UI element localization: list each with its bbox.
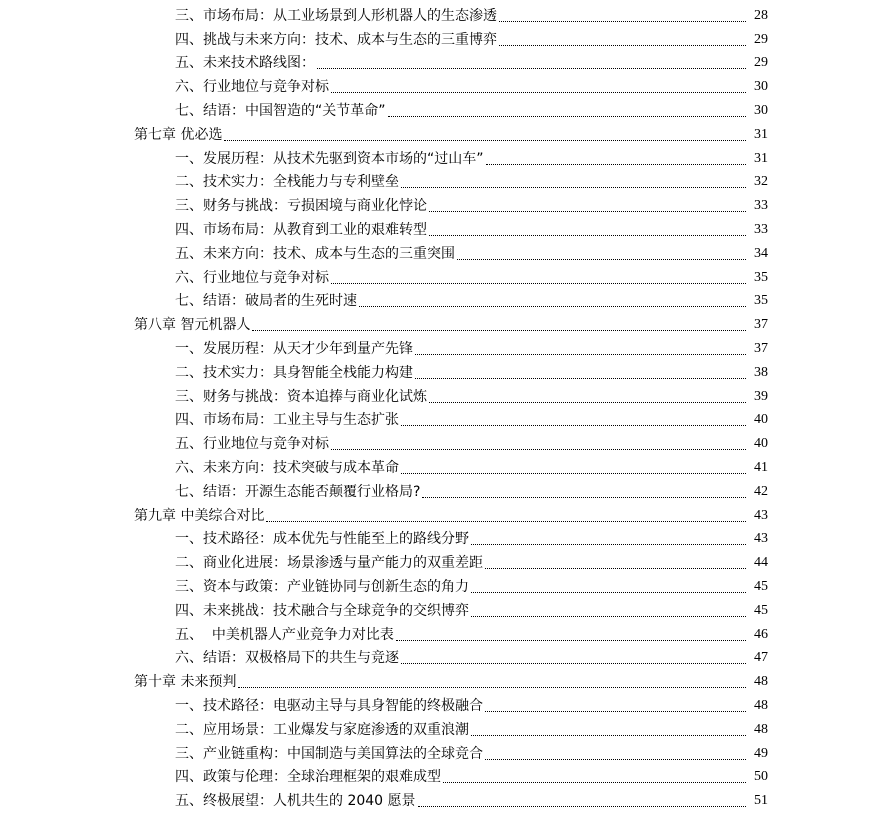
toc-page-number: 37: [754, 317, 768, 333]
dot-leader: [266, 521, 746, 522]
dot-leader: [485, 568, 746, 569]
dot-leader: [331, 92, 746, 93]
toc-page-number: 29: [754, 55, 768, 71]
toc-entry-title: 五、未来技术路线图：: [175, 55, 315, 72]
toc-entry-title: 第十章 未来预判: [134, 674, 237, 691]
dot-leader: [457, 259, 746, 260]
toc-page-number: 45: [754, 579, 768, 595]
toc-entry-title: 四、市场布局：工业主导与生态扩张: [175, 412, 399, 429]
dot-leader: [499, 21, 746, 22]
toc-section-entry[interactable]: [0, 242, 896, 266]
toc-section-entry[interactable]: [0, 789, 896, 813]
toc-entry-title: 二、技术实力：全栈能力与专利壁垒: [175, 174, 399, 191]
toc-section-entry[interactable]: [0, 194, 896, 218]
toc-section-entry[interactable]: [0, 432, 896, 456]
dot-leader: [422, 497, 746, 498]
toc-page-number: 38: [754, 364, 768, 380]
toc-section-entry[interactable]: [0, 361, 896, 385]
dot-leader: [396, 640, 746, 641]
dot-leader: [331, 449, 746, 450]
dot-leader: [401, 663, 746, 664]
toc-entry-title: 七、结语：开源生态能否颠覆行业格局?: [175, 483, 421, 500]
toc-section-entry[interactable]: [0, 4, 896, 28]
toc-section-entry[interactable]: [0, 718, 896, 742]
dot-leader: [331, 283, 746, 284]
toc-page-number: 40: [754, 412, 768, 428]
toc-entry-title: 三、财务与挑战：亏损困境与商业化悖论: [175, 198, 427, 215]
table-of-contents: [0, 4, 896, 813]
dot-leader: [471, 592, 746, 593]
toc-page-number: 31: [754, 150, 768, 166]
toc-page-number: 43: [754, 507, 768, 523]
dot-leader: [252, 330, 746, 331]
dot-leader: [401, 473, 746, 474]
dot-leader: [471, 735, 746, 736]
toc-page-number: 33: [754, 222, 768, 238]
toc-entry-title: 六、未来方向：技术突破与成本革命: [175, 460, 399, 477]
toc-entry-title: 一、发展历程：从天才少年到量产先锋: [175, 341, 413, 358]
toc-section-entry[interactable]: [0, 409, 896, 433]
toc-section-entry[interactable]: [0, 456, 896, 480]
toc-entry-title: 四、市场布局：从教育到工业的艰难转型: [175, 222, 427, 239]
toc-entry-title: 第九章 中美综合对比: [134, 507, 265, 524]
toc-page-number: 28: [754, 7, 768, 23]
toc-page-number: 51: [754, 793, 768, 809]
dot-leader: [388, 116, 746, 117]
toc-entry-title: 二、应用场景：工业爆发与家庭渗透的双重浪潮: [175, 721, 469, 738]
toc-page-number: 32: [754, 174, 768, 190]
toc-entry-title: 四、挑战与未来方向：技术、成本与生态的三重博弈: [175, 31, 497, 48]
dot-leader: [499, 45, 746, 46]
toc-page-number: 49: [754, 745, 768, 761]
toc-entry-title: 五、终极展望：人机共生的 2040 愿景: [175, 793, 416, 810]
toc-section-entry[interactable]: [0, 480, 896, 504]
toc-section-entry[interactable]: [0, 623, 896, 647]
dot-leader: [238, 687, 746, 688]
toc-section-entry[interactable]: [0, 337, 896, 361]
toc-section-entry[interactable]: [0, 694, 896, 718]
toc-section-entry[interactable]: [0, 218, 896, 242]
toc-page-number: 48: [754, 698, 768, 713]
toc-section-entry[interactable]: [0, 290, 896, 314]
toc-page-number: 31: [754, 126, 768, 142]
toc-entry-title: 四、未来挑战：技术融合与全球竞争的交织博弈: [175, 602, 469, 619]
toc-entry-title: 第八章 智元机器人: [134, 317, 251, 334]
toc-page-number: 33: [754, 198, 768, 214]
toc-section-entry[interactable]: [0, 575, 896, 599]
toc-section-entry[interactable]: [0, 171, 896, 195]
toc-entry-title: 一、技术路径：电驱动主导与具身智能的终极融合: [175, 698, 483, 714]
toc-page-number: 47: [754, 650, 768, 666]
toc-page-number: 29: [754, 31, 768, 47]
dot-leader: [429, 235, 746, 236]
toc-entry-title: 一、技术路径：成本优先与性能至上的路线分野: [175, 531, 469, 548]
toc-page-number: 40: [754, 436, 768, 452]
toc-section-entry[interactable]: [0, 385, 896, 409]
toc-section-entry[interactable]: [0, 75, 896, 99]
toc-page-number: 48: [754, 721, 768, 737]
toc-entry-title: 六、行业地位与竞争对标: [175, 79, 329, 96]
toc-section-entry[interactable]: [0, 52, 896, 76]
toc-entry-title: 六、结语：双极格局下的共生与竞逐: [175, 650, 399, 667]
toc-page-number: 34: [754, 245, 768, 261]
dot-leader: [485, 711, 746, 712]
dot-leader: [429, 211, 746, 212]
toc-page-number: 50: [754, 769, 768, 785]
toc-entry-title: 三、财务与挑战：资本追捧与商业化试炼: [175, 388, 427, 405]
toc-page-number: 41: [754, 460, 768, 476]
toc-page-number: 30: [754, 103, 768, 119]
dot-leader: [224, 140, 746, 141]
toc-page-number: 30: [754, 79, 768, 95]
toc-entry-title: 七、结语：破局者的生死时速: [175, 293, 357, 310]
toc-page-number: 43: [754, 531, 768, 547]
toc-page-number: 45: [754, 602, 768, 618]
toc-entry-title: 六、行业地位与竞争对标: [175, 269, 329, 286]
toc-section-entry[interactable]: [0, 266, 896, 290]
dot-leader: [443, 782, 746, 783]
dot-leader: [401, 187, 746, 188]
toc-section-entry[interactable]: [0, 766, 896, 790]
toc-page-number: 35: [754, 269, 768, 285]
toc-entry-title: 五、行业地位与竞争对标: [175, 436, 329, 453]
toc-page-number: 39: [754, 388, 768, 404]
toc-entry-title: 三、产业链重构：中国制造与美国算法的全球竞合: [175, 745, 483, 762]
toc-section-entry[interactable]: [0, 742, 896, 766]
toc-entry-title: 五、未来方向：技术、成本与生态的三重突围: [175, 245, 455, 262]
toc-page-number: 42: [754, 483, 768, 499]
toc-entry-title: 一、发展历程：从技术先驱到资本市场的“过山车”: [175, 150, 484, 167]
toc-section-entry[interactable]: [0, 147, 896, 171]
toc-entry-title: 三、市场布局：从工业场景到人形机器人的生态渗透: [175, 7, 497, 24]
dot-leader: [471, 544, 746, 545]
toc-page-number: 48: [754, 674, 768, 690]
dot-leader: [486, 164, 746, 165]
toc-page-number: 35: [754, 293, 768, 309]
toc-entry-title: 二、技术实力：具身智能全栈能力构建: [175, 364, 413, 381]
toc-entry-title: 五、 中美机器人产业竞争力对比表: [175, 626, 394, 643]
dot-leader: [471, 616, 746, 617]
toc-section-entry[interactable]: [0, 28, 896, 52]
toc-section-entry[interactable]: [0, 99, 896, 123]
toc-entry-title: 三、资本与政策：产业链协同与创新生态的角力: [175, 579, 469, 596]
toc-chapter-entry[interactable]: [0, 670, 896, 694]
toc-chapter-entry[interactable]: [0, 313, 896, 337]
toc-page-number: 46: [754, 626, 768, 642]
dot-leader: [415, 378, 746, 379]
dot-leader: [359, 306, 746, 307]
dot-leader: [401, 425, 746, 426]
dot-leader: [429, 402, 746, 403]
toc-section-entry[interactable]: [0, 599, 896, 623]
toc-entry-title: 第七章 优必选: [134, 126, 223, 143]
toc-section-entry[interactable]: [0, 528, 896, 552]
toc-entry-title: 四、政策与伦理：全球治理框架的艰难成型: [175, 769, 441, 786]
toc-section-entry[interactable]: [0, 551, 896, 575]
toc-page-number: 44: [754, 555, 768, 571]
dot-leader: [418, 806, 746, 807]
toc-entry-title: 二、商业化进展：场景渗透与量产能力的双重差距: [175, 555, 483, 572]
dot-leader: [415, 354, 746, 355]
toc-chapter-entry[interactable]: [0, 504, 896, 528]
toc-section-entry[interactable]: [0, 647, 896, 671]
toc-page-number: 37: [754, 341, 768, 357]
toc-chapter-entry[interactable]: [0, 123, 896, 147]
toc-entry-title: 七、结语：中国智造的“关节革命”: [175, 103, 386, 120]
dot-leader: [485, 759, 746, 760]
dot-leader: [317, 68, 746, 69]
